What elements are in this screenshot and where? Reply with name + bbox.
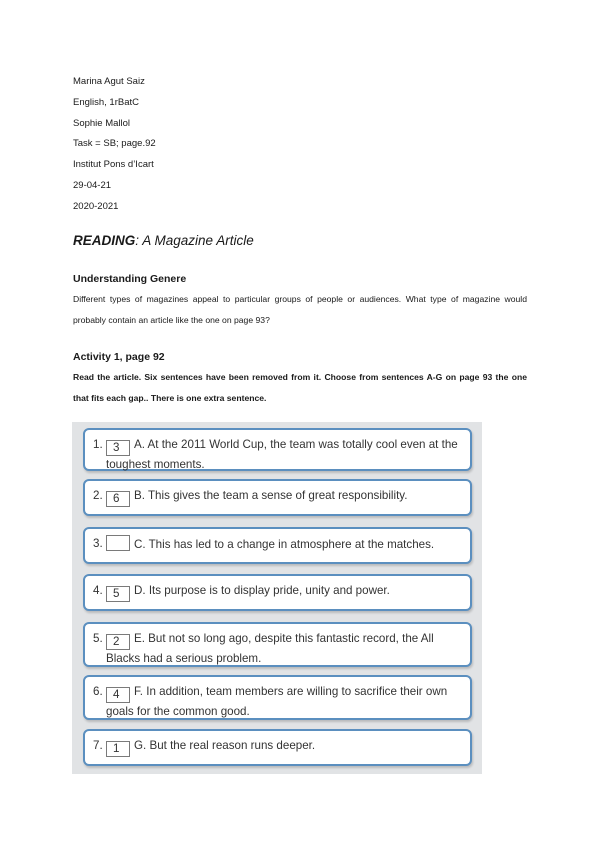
item-number: 1. bbox=[93, 438, 103, 451]
item-number: 7. bbox=[93, 739, 103, 752]
item-sentence: B. This gives the team a sense of great responsibility. bbox=[134, 489, 408, 502]
answer-box[interactable]: 3 bbox=[106, 440, 130, 456]
exercise-item bbox=[83, 675, 472, 720]
exercise-item bbox=[83, 622, 472, 667]
activity-instructions: Read the article. Six sentences have been removed from it. Choose from sentences A-G on page 93 the one that fits each gap.. There is one extra sentence. bbox=[73, 372, 527, 403]
reading-title bbox=[73, 233, 254, 248]
course-name: English, 1rBatC bbox=[73, 96, 140, 108]
task-reference: Task = SB; page.92 bbox=[73, 138, 156, 150]
answer-box[interactable]: 5 bbox=[106, 586, 130, 602]
exercise-item bbox=[83, 428, 472, 471]
item-sentence: C. This has led to a change in atmosphere at the matches. bbox=[134, 538, 435, 551]
activity-heading: Activity 1, page 92 bbox=[73, 351, 165, 363]
answer-box[interactable]: 4 bbox=[106, 687, 130, 703]
exercise-item bbox=[83, 527, 472, 564]
item-sentence: D. Its purpose is to display pride, unity and power. bbox=[134, 584, 390, 597]
item-number: 5. bbox=[93, 632, 103, 645]
item-sentence: E. But not so long ago, despite this fantastic record, the All Blacks had a serious problem. bbox=[106, 632, 434, 665]
answer-box[interactable]: 2 bbox=[106, 634, 130, 650]
school-name: Institut Pons d’Icart bbox=[73, 159, 154, 171]
exercise-item bbox=[83, 574, 472, 611]
item-sentence: A. At the 2011 World Cup, the team was totally cool even at the toughest moments. bbox=[106, 438, 458, 471]
school-year: 2020-2021 bbox=[73, 200, 119, 212]
item-number: 4. bbox=[93, 584, 103, 597]
answer-box[interactable] bbox=[106, 535, 130, 551]
item-number: 3. bbox=[93, 537, 103, 550]
teacher-name: Sophie Mallol bbox=[73, 117, 131, 129]
student-name: Marina Agut Saiz bbox=[73, 76, 145, 87]
student-info bbox=[73, 72, 156, 218]
date: 29-04-21 bbox=[73, 179, 112, 191]
reading-label: READING bbox=[73, 233, 136, 248]
item-sentence: F. In addition, team members are willing to sacrifice their own goals for the common good. bbox=[106, 685, 448, 718]
exercise-screenshot bbox=[72, 422, 482, 774]
understanding-heading: Understanding Genere bbox=[73, 273, 187, 285]
answer-box[interactable]: 6 bbox=[106, 491, 130, 507]
understanding-text: Different types of magazines appeal to particular groups of people or audiences. What type of magazine would probably contain an article like the one on page 93? bbox=[73, 294, 527, 325]
item-number: 6. bbox=[93, 685, 103, 698]
exercise-item bbox=[83, 729, 472, 766]
item-number: 2. bbox=[93, 489, 103, 502]
reading-subtitle: : A Magazine Article bbox=[135, 233, 254, 248]
answer-box[interactable]: 1 bbox=[106, 741, 130, 757]
exercise-item bbox=[83, 479, 472, 516]
item-sentence: G. But the real reason runs deeper. bbox=[134, 739, 316, 752]
